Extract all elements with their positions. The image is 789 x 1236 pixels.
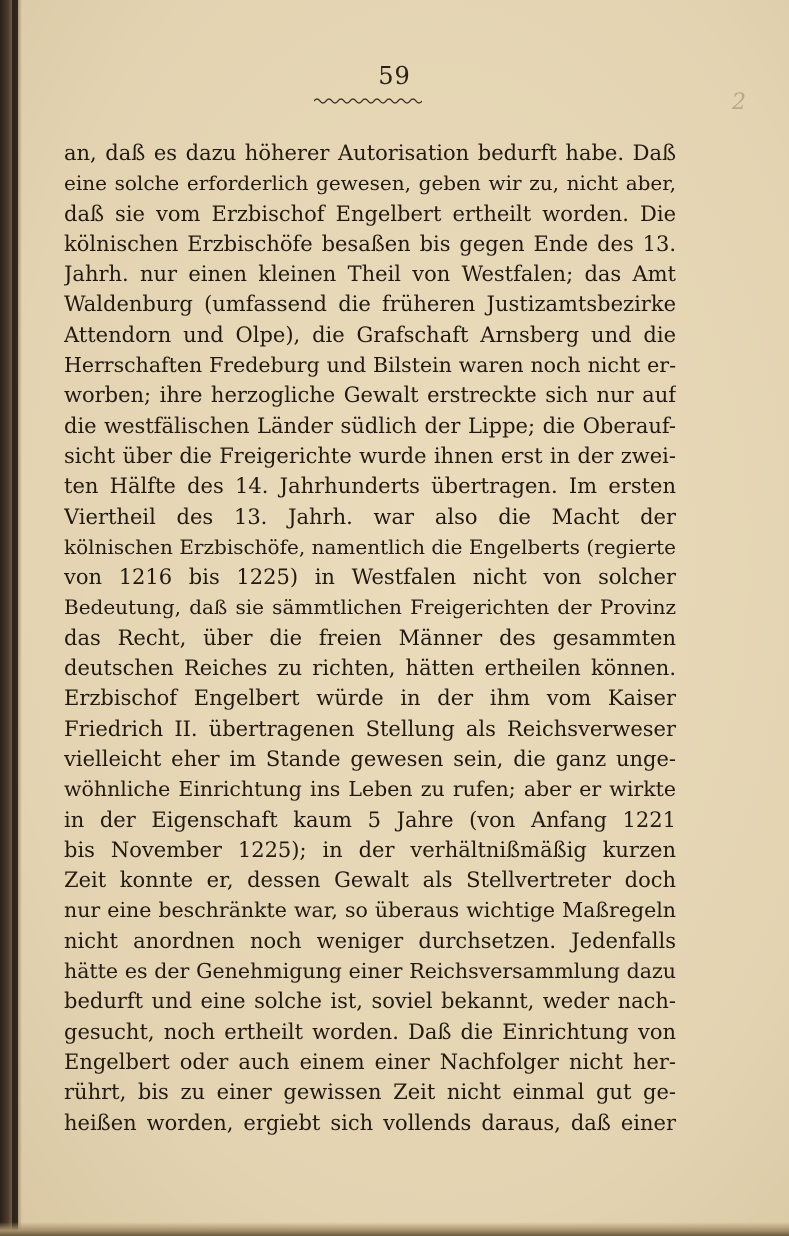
text-line: eine solche erforderlich gewesen, geben wir zu, nicht aber, [64, 171, 676, 196]
text-line: Herrschaften Fredeburg und Bilstein waren noch nicht er- [64, 353, 676, 378]
text-line: nicht anordnen noch weniger durchsetzen. Jedenfalls [64, 928, 676, 953]
text-line: bis November 1225); in der verhältnißmäßig kurzen [64, 837, 676, 862]
text-line: gesucht, noch ertheilt worden. Daß die Einrichtung von [64, 1019, 676, 1044]
text-line: vielleicht eher im Stande gewesen sein, die ganz unge- [64, 746, 676, 771]
text-line: in der Eigenschaft kaum 5 Jahre (von Anfang 1221 [64, 807, 676, 832]
text-line: bedurft und eine solche ist, soviel bekannt, weder nach- [64, 989, 676, 1014]
text-line: rührt, bis zu einer gewissen Zeit nicht einmal gut ge- [64, 1080, 676, 1105]
page-number: 59 [378, 62, 411, 90]
text-line: sicht über die Freigerichte wurde ihnen erst in der zwei- [64, 443, 676, 468]
binding-shadow [0, 0, 22, 1236]
text-line: kölnischen Erzbischöfe, namentlich die Engelberts (regierte [64, 534, 676, 559]
page-bottom-edge [0, 1222, 789, 1236]
text-line: Attendorn und Olpe), die Grafschaft Arnsberg und die [64, 322, 676, 347]
text-line: daß sie vom Erzbischof Engelbert ertheilt worden. Die [64, 201, 676, 226]
text-line: an, daß es dazu höherer Autorisation bedurft habe. Daß [64, 141, 676, 165]
text-line: hätte es der Genehmigung einer Reichsversammlung dazu [64, 959, 676, 984]
text-line: Friedrich II. übertragenen Stellung als Reichsverweser [64, 716, 676, 741]
text-line: Jahrh. nur einen kleinen Theil von Westfalen; das Amt [64, 262, 676, 287]
text-line: Erzbischof Engelbert würde in der ihm vom Kaiser [64, 686, 676, 711]
text-line: kölnischen Erzbischöfe besaßen bis gegen Ende des 13. [64, 231, 676, 256]
text-line: deutschen Reiches zu richten, hätten ertheilen können. [64, 656, 676, 681]
wavy-ornament [314, 96, 422, 106]
text-line: von 1216 bis 1225) in Westfalen nicht von solcher [64, 565, 676, 590]
body-text [64, 138, 676, 1138]
text-line: heißen worden, ergiebt sich vollends daraus, daß einer [64, 1110, 676, 1135]
text-line: nur eine beschränkte war, so überaus wichtige Maßregeln [64, 898, 676, 923]
text-line: das Recht, über die freien Männer des gesammten [64, 625, 676, 650]
binding-edge-line [12, 0, 18, 1236]
text-line: die westfälischen Länder südlich der Lippe; die Oberauf- [64, 413, 676, 438]
text-line: worben; ihre herzogliche Gewalt erstreckte sich nur auf [64, 383, 676, 408]
text-line: wöhnliche Einrichtung ins Leben zu rufen; aber er wirkte [64, 777, 676, 802]
text-line: Bedeutung, daß sie sämmtlichen Freigerichten der Provinz [64, 595, 676, 620]
text-line: Waldenburg (umfassend die früheren Justizamtsbezirke [64, 292, 676, 317]
text-line: Viertheil des 13. Jahrh. war also die Macht der [64, 504, 676, 529]
text-line: Engelbert oder auch einem einer Nachfolger nicht her- [64, 1049, 676, 1074]
pencil-margin-note: 2 [732, 90, 746, 115]
text-line: ten Hälfte des 14. Jahrhunderts übertragen. Im ersten [64, 474, 676, 499]
text-line: Zeit konnte er, dessen Gewalt als Stellvertreter doch [64, 868, 676, 893]
